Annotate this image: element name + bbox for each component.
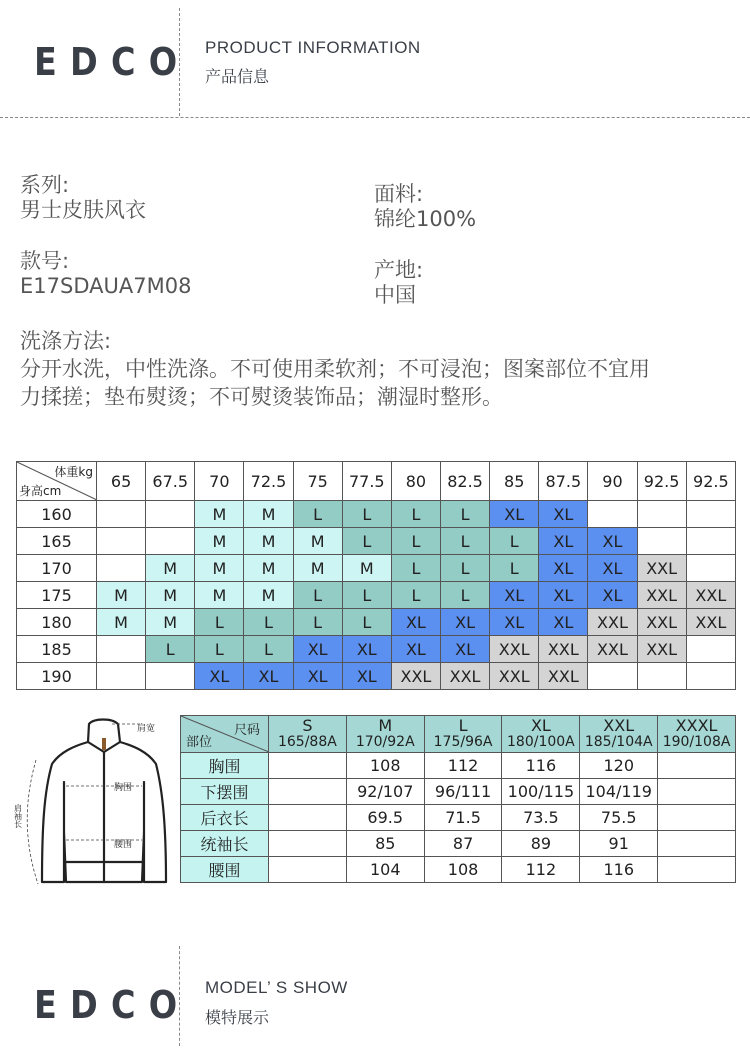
label-waist: 腰围 xyxy=(114,840,133,850)
measure-cell: 91 xyxy=(580,831,658,857)
size-cell: XL xyxy=(293,636,342,663)
size-name: L xyxy=(458,716,468,735)
meas-header-row xyxy=(181,716,736,753)
size-cell: L xyxy=(342,501,391,528)
measure-cell: 75.5 xyxy=(580,805,658,831)
size-cell: XL xyxy=(539,501,588,528)
fabric-value: 锦纶100% xyxy=(374,207,477,231)
size-spec: 175/96A xyxy=(433,734,493,750)
size-cell xyxy=(637,663,686,690)
measure-cell xyxy=(658,805,736,831)
size-cell: M xyxy=(293,528,342,555)
size-cell: XXL xyxy=(490,663,539,690)
size-cell: XL xyxy=(539,582,588,609)
measure-cell xyxy=(269,857,347,883)
size-cell: XL xyxy=(539,555,588,582)
meas-row xyxy=(181,753,736,779)
size-cell: L xyxy=(391,582,440,609)
weight-header-cell: 67.5 xyxy=(146,462,195,501)
size-row xyxy=(17,636,736,663)
size-cell: XL xyxy=(244,663,293,690)
size-cell: XL xyxy=(539,528,588,555)
size-header-cell xyxy=(269,716,347,753)
size-cell xyxy=(686,501,735,528)
measure-cell: 112 xyxy=(424,753,502,779)
size-cell: XL xyxy=(588,555,637,582)
series-value: 男士皮肤风衣 xyxy=(20,198,146,222)
size-cell: XL xyxy=(391,636,440,663)
height-cell: 190 xyxy=(17,663,97,690)
measure-cell xyxy=(658,857,736,883)
size-cell: M xyxy=(244,582,293,609)
size-spec: 190/108A xyxy=(662,734,731,750)
fabric-label: 面料: xyxy=(374,182,424,206)
wash-line-1: 分开水洗，中性洗涤。不可使用柔软剂；不可浸泡；图案部位不宜用 xyxy=(20,357,650,381)
size-cell: L xyxy=(490,555,539,582)
size-cell xyxy=(97,636,146,663)
size-cell: XL xyxy=(293,663,342,690)
size-cell: L xyxy=(391,528,440,555)
size-header-cell xyxy=(502,716,580,753)
measure-cell: 100/115 xyxy=(502,779,580,805)
measure-cell: 85 xyxy=(346,831,424,857)
size-spec: 180/100A xyxy=(507,734,575,750)
measure-cell: 73.5 xyxy=(502,805,580,831)
size-cell: XXL xyxy=(637,609,686,636)
size-cell xyxy=(97,663,146,690)
size-cell xyxy=(97,501,146,528)
footer-logo: EDCO xyxy=(34,983,191,1027)
size-spec: 185/104A xyxy=(584,734,653,750)
size-cell: XXL xyxy=(588,609,637,636)
part-cell: 胸围 xyxy=(181,753,269,779)
size-cell xyxy=(686,528,735,555)
size-cell: L xyxy=(293,582,342,609)
size-spec: 170/92A xyxy=(355,734,415,750)
style-value: E17SDAUA7M08 xyxy=(20,274,192,298)
size-cell: L xyxy=(244,609,293,636)
zipper-pull xyxy=(102,738,106,750)
weight-header-cell: 85 xyxy=(490,462,539,501)
measure-cell: 71.5 xyxy=(424,805,502,831)
size-row xyxy=(17,663,736,690)
size-cell: L xyxy=(440,555,489,582)
section-title-en: PRODUCT INFORMATION xyxy=(205,38,421,57)
header-rule xyxy=(0,117,750,118)
weight-header-cell: 75 xyxy=(293,462,342,501)
size-cell: XL xyxy=(490,582,539,609)
measure-cell: 112 xyxy=(502,857,580,883)
height-cell: 170 xyxy=(17,555,97,582)
size-cell: M xyxy=(97,582,146,609)
part-cell: 后衣长 xyxy=(181,805,269,831)
size-cell xyxy=(686,636,735,663)
size-cell: L xyxy=(440,501,489,528)
size-header-row xyxy=(17,462,736,501)
size-cell xyxy=(97,528,146,555)
measure-cell: 116 xyxy=(502,753,580,779)
size-cell: XXL xyxy=(539,663,588,690)
measure-cell: 116 xyxy=(580,857,658,883)
size-cell xyxy=(637,501,686,528)
size-cell: XL xyxy=(440,609,489,636)
size-cell: XXL xyxy=(637,555,686,582)
label-shoulder: 肩宽 xyxy=(137,724,156,734)
size-header-cell xyxy=(580,716,658,753)
brand-logo: EDCO xyxy=(34,40,191,84)
corner-size-label: 尺码 xyxy=(233,723,260,738)
jacket-figure xyxy=(13,712,176,890)
weight-header-cell: 65 xyxy=(97,462,146,501)
size-cell: XXL xyxy=(686,582,735,609)
size-cell: XL xyxy=(490,609,539,636)
size-name: XL xyxy=(530,716,551,735)
size-name: M xyxy=(378,716,393,735)
size-cell: M xyxy=(146,609,195,636)
size-cell xyxy=(97,555,146,582)
size-name: XXXL xyxy=(675,716,718,735)
measure-cell: 104 xyxy=(346,857,424,883)
label-sleeve: 肩袖长 xyxy=(13,804,23,828)
size-cell: L xyxy=(293,609,342,636)
height-cell: 180 xyxy=(17,609,97,636)
size-cell: XL xyxy=(588,528,637,555)
measure-cell xyxy=(658,831,736,857)
weight-header-cell: 90 xyxy=(588,462,637,501)
size-cell xyxy=(588,501,637,528)
measure-cell xyxy=(269,779,347,805)
part-cell: 腰围 xyxy=(181,857,269,883)
size-cell: XXL xyxy=(391,663,440,690)
size-cell: XL xyxy=(490,501,539,528)
measurement-table xyxy=(180,715,736,883)
size-cell: XL xyxy=(342,636,391,663)
weight-header-cell: 72.5 xyxy=(244,462,293,501)
measure-cell xyxy=(269,753,347,779)
size-name: XXL xyxy=(603,716,635,735)
size-cell xyxy=(686,663,735,690)
size-cell: XXL xyxy=(588,636,637,663)
size-cell: L xyxy=(244,636,293,663)
size-cell: M xyxy=(195,501,244,528)
size-cell: M xyxy=(195,528,244,555)
size-cell xyxy=(686,555,735,582)
size-cell: XL xyxy=(588,582,637,609)
weight-header-cell: 80 xyxy=(391,462,440,501)
weight-header-cell: 92.5 xyxy=(637,462,686,501)
footer-title-cn: 模特展示 xyxy=(205,1008,270,1027)
measure-cell xyxy=(269,831,347,857)
weight-header-cell: 82.5 xyxy=(440,462,489,501)
size-cell: L xyxy=(342,582,391,609)
size-cell: M xyxy=(146,555,195,582)
corner-height-label: 身高cm xyxy=(19,484,62,498)
origin-value: 中国 xyxy=(374,283,416,307)
size-cell xyxy=(588,663,637,690)
wash-label: 洗涤方法: xyxy=(20,329,112,353)
size-header-cell xyxy=(658,716,736,753)
label-chest: 胸围 xyxy=(114,783,133,793)
size-cell: L xyxy=(342,528,391,555)
size-cell xyxy=(637,528,686,555)
weight-header-cell: 92.5 xyxy=(686,462,735,501)
size-cell: M xyxy=(97,609,146,636)
size-cell: M xyxy=(195,582,244,609)
size-cell: L xyxy=(342,609,391,636)
size-cell: XL xyxy=(195,663,244,690)
size-cell: XXL xyxy=(686,609,735,636)
size-cell: L xyxy=(195,636,244,663)
footer-title-en: MODEL’ S SHOW xyxy=(205,978,348,997)
size-cell: M xyxy=(244,528,293,555)
meas-row xyxy=(181,805,736,831)
size-cell: M xyxy=(244,501,293,528)
wash-line-2: 力揉搓；垫布熨烫；不可熨烫装饰品；潮湿时整形。 xyxy=(20,385,503,409)
series-label: 系列: xyxy=(20,173,70,197)
size-row xyxy=(17,528,736,555)
size-cell: L xyxy=(391,555,440,582)
weight-header-cell: 70 xyxy=(195,462,244,501)
size-cell: L xyxy=(195,609,244,636)
measure-cell: 89 xyxy=(502,831,580,857)
size-spec: 165/88A xyxy=(277,734,337,750)
measure-cell: 104/119 xyxy=(580,779,658,805)
size-cell: XXL xyxy=(637,636,686,663)
measure-cell: 92/107 xyxy=(346,779,424,805)
size-row xyxy=(17,609,736,636)
size-cell: XXL xyxy=(637,582,686,609)
size-cell: M xyxy=(293,555,342,582)
size-cell: L xyxy=(440,582,489,609)
measure-cell: 120 xyxy=(580,753,658,779)
style-label: 款号: xyxy=(20,249,70,273)
size-header-cell xyxy=(424,716,502,753)
size-cell: M xyxy=(342,555,391,582)
size-cell: XXL xyxy=(539,636,588,663)
height-cell: 185 xyxy=(17,636,97,663)
size-row xyxy=(17,501,736,528)
height-cell: 175 xyxy=(17,582,97,609)
part-cell: 下摆围 xyxy=(181,779,269,805)
section-title-cn: 产品信息 xyxy=(205,67,270,86)
size-cell xyxy=(146,501,195,528)
measure-cell xyxy=(658,753,736,779)
size-cell: XXL xyxy=(490,636,539,663)
size-cell xyxy=(146,663,195,690)
size-cell: M xyxy=(146,582,195,609)
size-header-cell xyxy=(346,716,424,753)
size-cell: L xyxy=(490,528,539,555)
size-corner-cell xyxy=(17,462,97,501)
corner-weight-label: 体重kg xyxy=(54,465,93,479)
size-cell: L xyxy=(146,636,195,663)
size-cell: L xyxy=(293,501,342,528)
measure-cell: 96/111 xyxy=(424,779,502,805)
size-cell: M xyxy=(244,555,293,582)
height-cell: 160 xyxy=(17,501,97,528)
meas-row xyxy=(181,857,736,883)
size-row xyxy=(17,555,736,582)
meas-row xyxy=(181,779,736,805)
meas-row xyxy=(181,831,736,857)
size-cell: XL xyxy=(342,663,391,690)
measure-cell: 87 xyxy=(424,831,502,857)
size-row xyxy=(17,582,736,609)
measure-cell: 108 xyxy=(424,857,502,883)
size-cell xyxy=(146,528,195,555)
size-chart-table xyxy=(16,461,736,690)
measure-cell: 108 xyxy=(346,753,424,779)
weight-header-cell: 77.5 xyxy=(342,462,391,501)
size-cell: M xyxy=(195,555,244,582)
height-cell: 165 xyxy=(17,528,97,555)
size-cell: XL xyxy=(539,609,588,636)
measure-cell: 69.5 xyxy=(346,805,424,831)
size-cell: XL xyxy=(440,636,489,663)
corner-part-label: 部位 xyxy=(186,735,213,750)
size-cell: L xyxy=(440,528,489,555)
weight-header-cell: 87.5 xyxy=(539,462,588,501)
measure-cell xyxy=(269,805,347,831)
size-cell: XL xyxy=(391,609,440,636)
size-name: S xyxy=(302,716,313,735)
part-cell: 统袖长 xyxy=(181,831,269,857)
measure-cell xyxy=(658,779,736,805)
size-cell: L xyxy=(391,501,440,528)
size-cell: XXL xyxy=(440,663,489,690)
meas-corner-cell xyxy=(181,716,269,753)
origin-label: 产地: xyxy=(374,258,424,282)
